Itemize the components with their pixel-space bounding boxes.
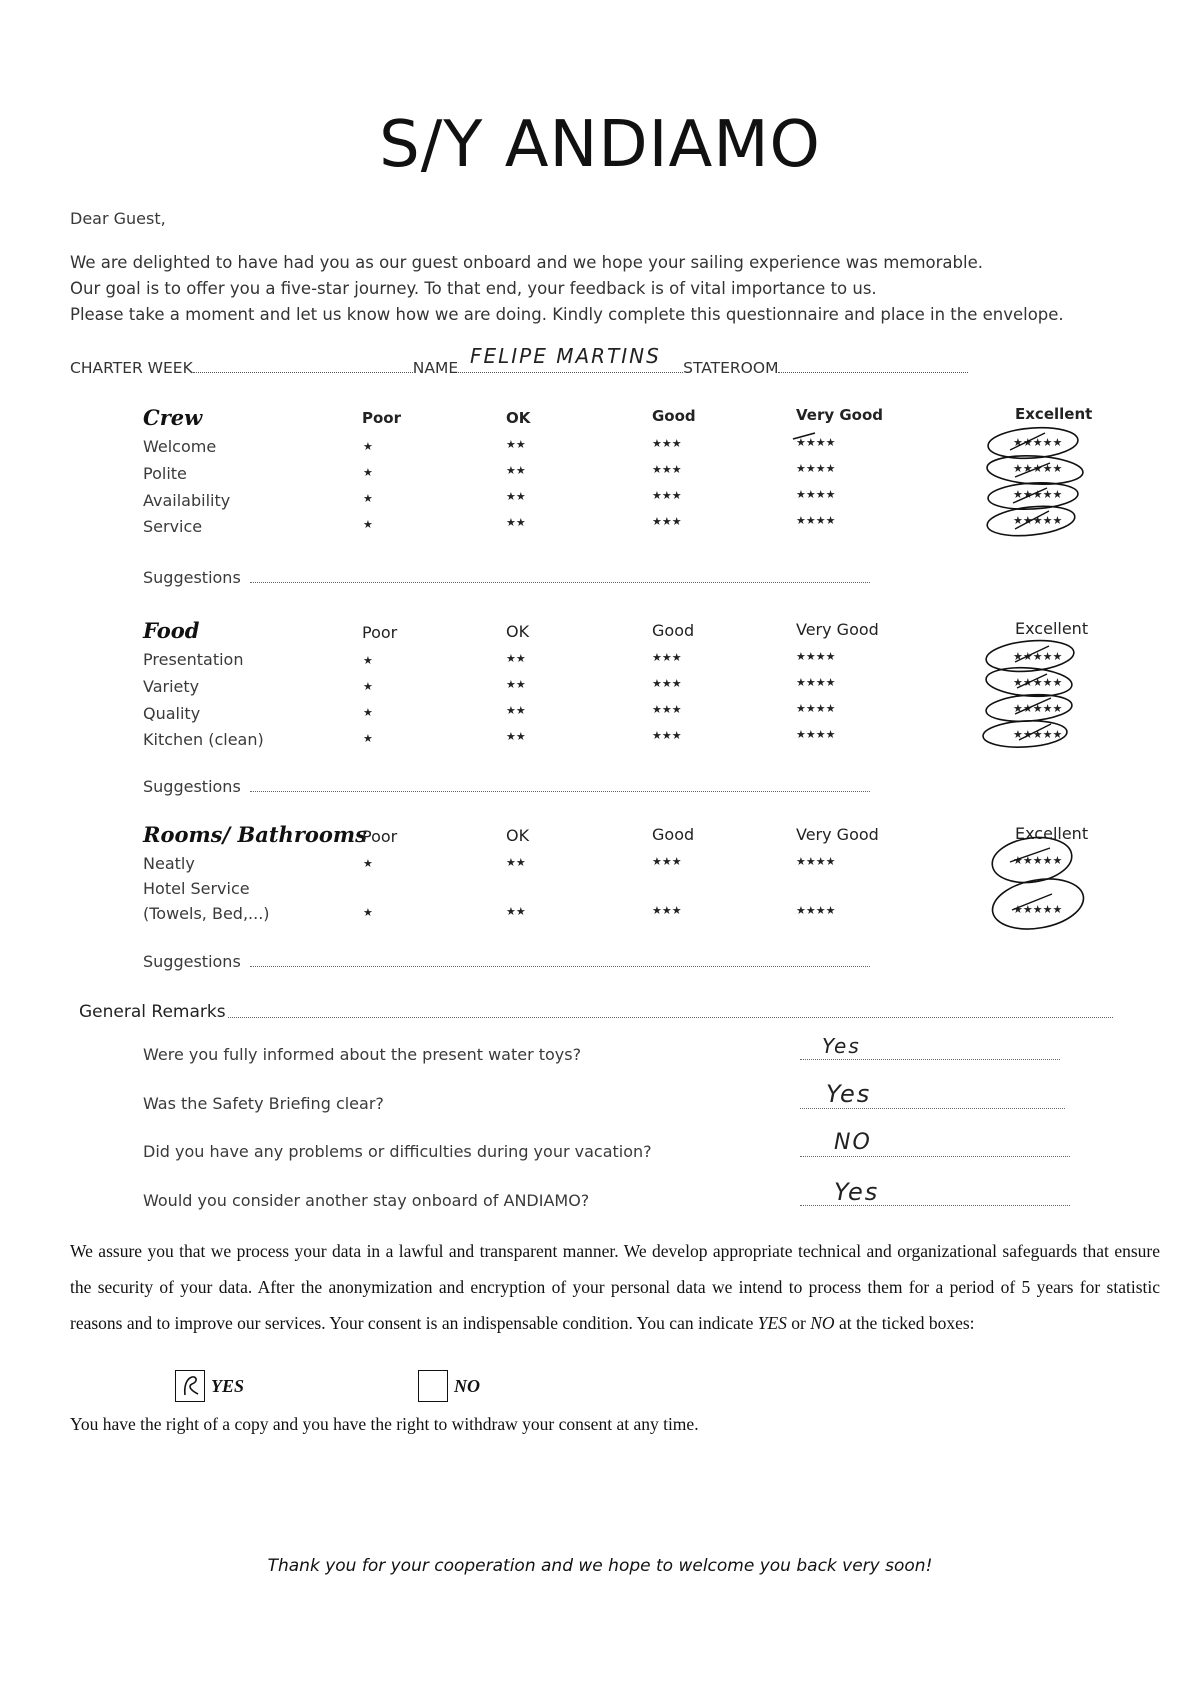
star-rating[interactable]: ★★★★ [796, 488, 836, 501]
food-col-good: Good [652, 621, 695, 640]
food-col-ok: OK [506, 622, 530, 641]
intro-line-2: Our goal is to offer you a five-star journey. To that end, your feedback is of vital importance to us. [70, 279, 877, 298]
star-rating[interactable]: ★★★★★ [1013, 854, 1063, 867]
star-rating[interactable]: ★★★★ [796, 855, 836, 868]
star-rating[interactable]: ★★★★ [796, 650, 836, 663]
rooms-row-hotel-service: Hotel Service [143, 879, 250, 898]
food-section-title: Food [143, 618, 200, 643]
consent-yes-label: YES [211, 1376, 245, 1396]
star-rating[interactable]: ★★★★ [796, 728, 836, 741]
rooms-row-neatly: Neatly [143, 854, 195, 873]
star-rating[interactable]: ★ [363, 857, 373, 870]
consent-no-checkbox[interactable] [418, 1370, 448, 1402]
star-rating[interactable]: ★★★ [652, 437, 682, 450]
rooms-col-excellent: Excellent [1015, 824, 1089, 843]
star-rating[interactable]: ★★★ [652, 651, 682, 664]
notice-text-end: at the ticked boxes: [834, 1313, 975, 1333]
general-remarks-field[interactable] [228, 1017, 1113, 1018]
crew-section-title: Crew [143, 405, 203, 430]
star-rating[interactable]: ★★★★★ [1013, 488, 1063, 501]
checkmark-icon [176, 1371, 204, 1401]
consent-yes-checkbox[interactable] [175, 1370, 205, 1402]
crew-row-polite: Polite [143, 464, 187, 483]
star-rating[interactable]: ★★★★ [796, 904, 836, 917]
star-rating[interactable]: ★★ [506, 652, 526, 665]
salutation: Dear Guest, [70, 209, 166, 228]
name-handwritten: FELIPE MARTINS [470, 344, 661, 368]
crew-row-availability: Availability [143, 491, 231, 510]
document-title: S/Y ANDIAMO [379, 108, 821, 182]
star-rating[interactable]: ★ [363, 732, 373, 745]
crew-col-good: Good [652, 407, 696, 425]
star-rating[interactable]: ★★★ [652, 904, 682, 917]
handwritten-excellent-marks-rooms [990, 838, 1100, 938]
star-rating[interactable]: ★★★ [652, 729, 682, 742]
food-col-excellent: Excellent [1015, 619, 1089, 638]
star-rating[interactable]: ★★ [506, 730, 526, 743]
star-rating[interactable]: ★★★ [652, 855, 682, 868]
stateroom-field[interactable] [778, 359, 968, 373]
rooms-row-towels-bed: (Towels, Bed,...) [143, 904, 270, 923]
question-another-stay: Would you consider another stay onboard of ANDIAMO? [143, 1191, 590, 1210]
crew-col-poor: Poor [362, 409, 402, 427]
star-rating[interactable]: ★ [363, 440, 373, 453]
crew-suggestions-label: Suggestions [143, 568, 241, 587]
star-rating[interactable]: ★★★★★ [1013, 903, 1063, 916]
star-rating[interactable]: ★★★★★ [1013, 436, 1063, 449]
stateroom-label: STATEROOM [683, 359, 779, 377]
question-water-toys: Were you fully informed about the present water toys? [143, 1045, 582, 1064]
food-row-presentation: Presentation [143, 650, 244, 669]
rooms-col-ok: OK [506, 826, 530, 845]
crew-col-very-good: Very Good [796, 406, 884, 424]
star-rating[interactable]: ★★★★★ [1013, 650, 1063, 663]
question-problems: Did you have any problems or difficulties during your vacation? [143, 1142, 652, 1161]
rooms-col-very-good: Very Good [796, 825, 879, 844]
star-rating[interactable]: ★★★ [652, 489, 682, 502]
star-rating[interactable]: ★★★★★ [1013, 462, 1063, 475]
intro-line-1: We are delighted to have had you as our guest onboard and we hope your sailing experience was memorable. [70, 253, 983, 272]
answer-another-stay: Yes [834, 1178, 880, 1206]
consent-no-label: NO [454, 1376, 480, 1396]
general-remarks-label: General Remarks [79, 1002, 226, 1022]
rooms-section-title: Rooms/ Bathrooms [143, 822, 367, 847]
question-safety-briefing: Was the Safety Briefing clear? [143, 1094, 384, 1113]
star-rating[interactable]: ★★ [506, 905, 526, 918]
star-rating[interactable]: ★★ [506, 464, 526, 477]
star-rating[interactable]: ★ [363, 654, 373, 667]
answer-safety-briefing: Yes [826, 1080, 872, 1108]
star-rating[interactable]: ★★★★★ [1013, 514, 1063, 527]
charter-week-field[interactable] [193, 359, 413, 373]
food-col-poor: Poor [362, 623, 398, 642]
star-rating[interactable]: ★ [363, 680, 373, 693]
star-rating[interactable]: ★★★★ [796, 462, 836, 475]
rooms-col-poor: Poor [362, 827, 398, 846]
notice-yes-word: YES [757, 1313, 787, 1333]
rooms-suggestions-label: Suggestions [143, 952, 241, 971]
crew-suggestions-field[interactable] [250, 582, 870, 583]
star-rating[interactable]: ★★★ [652, 703, 682, 716]
star-rating[interactable]: ★★ [506, 704, 526, 717]
crew-col-excellent: Excellent [1015, 405, 1093, 423]
name-label: NAME [412, 359, 459, 377]
answer-water-toys: Yes [822, 1034, 861, 1058]
star-rating[interactable]: ★★ [506, 856, 526, 869]
star-rating[interactable]: ★★ [506, 516, 526, 529]
food-suggestions-label: Suggestions [143, 777, 241, 796]
star-rating[interactable]: ★★★ [652, 515, 682, 528]
data-processing-notice [70, 1233, 1160, 1341]
star-rating[interactable]: ★ [363, 518, 373, 531]
star-rating[interactable]: ★ [363, 466, 373, 479]
crew-row-welcome: Welcome [143, 437, 217, 456]
food-row-quality: Quality [143, 704, 201, 723]
notice-no-word: NO [810, 1313, 835, 1333]
handwritten-excellent-marks-crew [985, 425, 1105, 545]
answer-field-water-toys[interactable] [800, 1059, 1060, 1060]
star-rating[interactable]: ★★★ [652, 677, 682, 690]
star-rating[interactable]: ★★★★ [796, 436, 836, 449]
star-rating[interactable]: ★★★★ [796, 514, 836, 527]
notice-or-word: or [786, 1313, 811, 1333]
closing-message: Thank you for your cooperation and we hope to welcome you back very soon! [267, 1556, 933, 1576]
food-col-very-good: Very Good [796, 620, 879, 639]
star-rating[interactable]: ★★★★★ [1013, 702, 1063, 715]
notice-text-main: We assure you that we process your data in a lawful and transparent manner. We develop appropriate technical and organizational safeguards that ensure the security of your data. After the anonymization and encryption of your personal data we intend to process them for a period of 5 years for statistic reasons and to improve our services. Your consent is an indispensable condition. You can indicate [70, 1241, 1160, 1333]
star-rating[interactable]: ★★★★ [796, 702, 836, 715]
food-row-kitchen: Kitchen (clean) [143, 730, 264, 749]
answer-field-problems[interactable] [800, 1156, 1070, 1157]
star-rating[interactable]: ★ [363, 906, 373, 919]
star-rating[interactable]: ★ [363, 706, 373, 719]
star-rating[interactable]: ★ [363, 492, 373, 505]
rooms-col-good: Good [652, 825, 695, 844]
star-rating[interactable]: ★★★★★ [1013, 676, 1063, 689]
food-row-variety: Variety [143, 677, 200, 696]
charter-week-label: CHARTER WEEK [70, 359, 193, 377]
crew-row-service: Service [143, 517, 203, 536]
star-rating[interactable]: ★★★ [652, 463, 682, 476]
crew-col-ok: OK [506, 409, 531, 427]
handwritten-excellent-marks-food [985, 638, 1105, 758]
food-suggestions-field[interactable] [250, 791, 870, 792]
star-rating[interactable]: ★★ [506, 678, 526, 691]
rooms-suggestions-field[interactable] [250, 966, 870, 967]
rights-statement: You have the right of a copy and you have the right to withdraw your consent at any time. [70, 1414, 699, 1434]
star-rating[interactable]: ★★★★ [796, 676, 836, 689]
answer-problems: NO [834, 1130, 872, 1155]
answer-field-safety-briefing[interactable] [800, 1108, 1065, 1109]
intro-line-3: Please take a moment and let us know how we are doing. Kindly complete this questionnaire and place in the envelope. [70, 305, 1064, 324]
star-rating[interactable]: ★★★★★ [1013, 728, 1063, 741]
star-rating[interactable]: ★★ [506, 438, 526, 451]
star-rating[interactable]: ★★ [506, 490, 526, 503]
